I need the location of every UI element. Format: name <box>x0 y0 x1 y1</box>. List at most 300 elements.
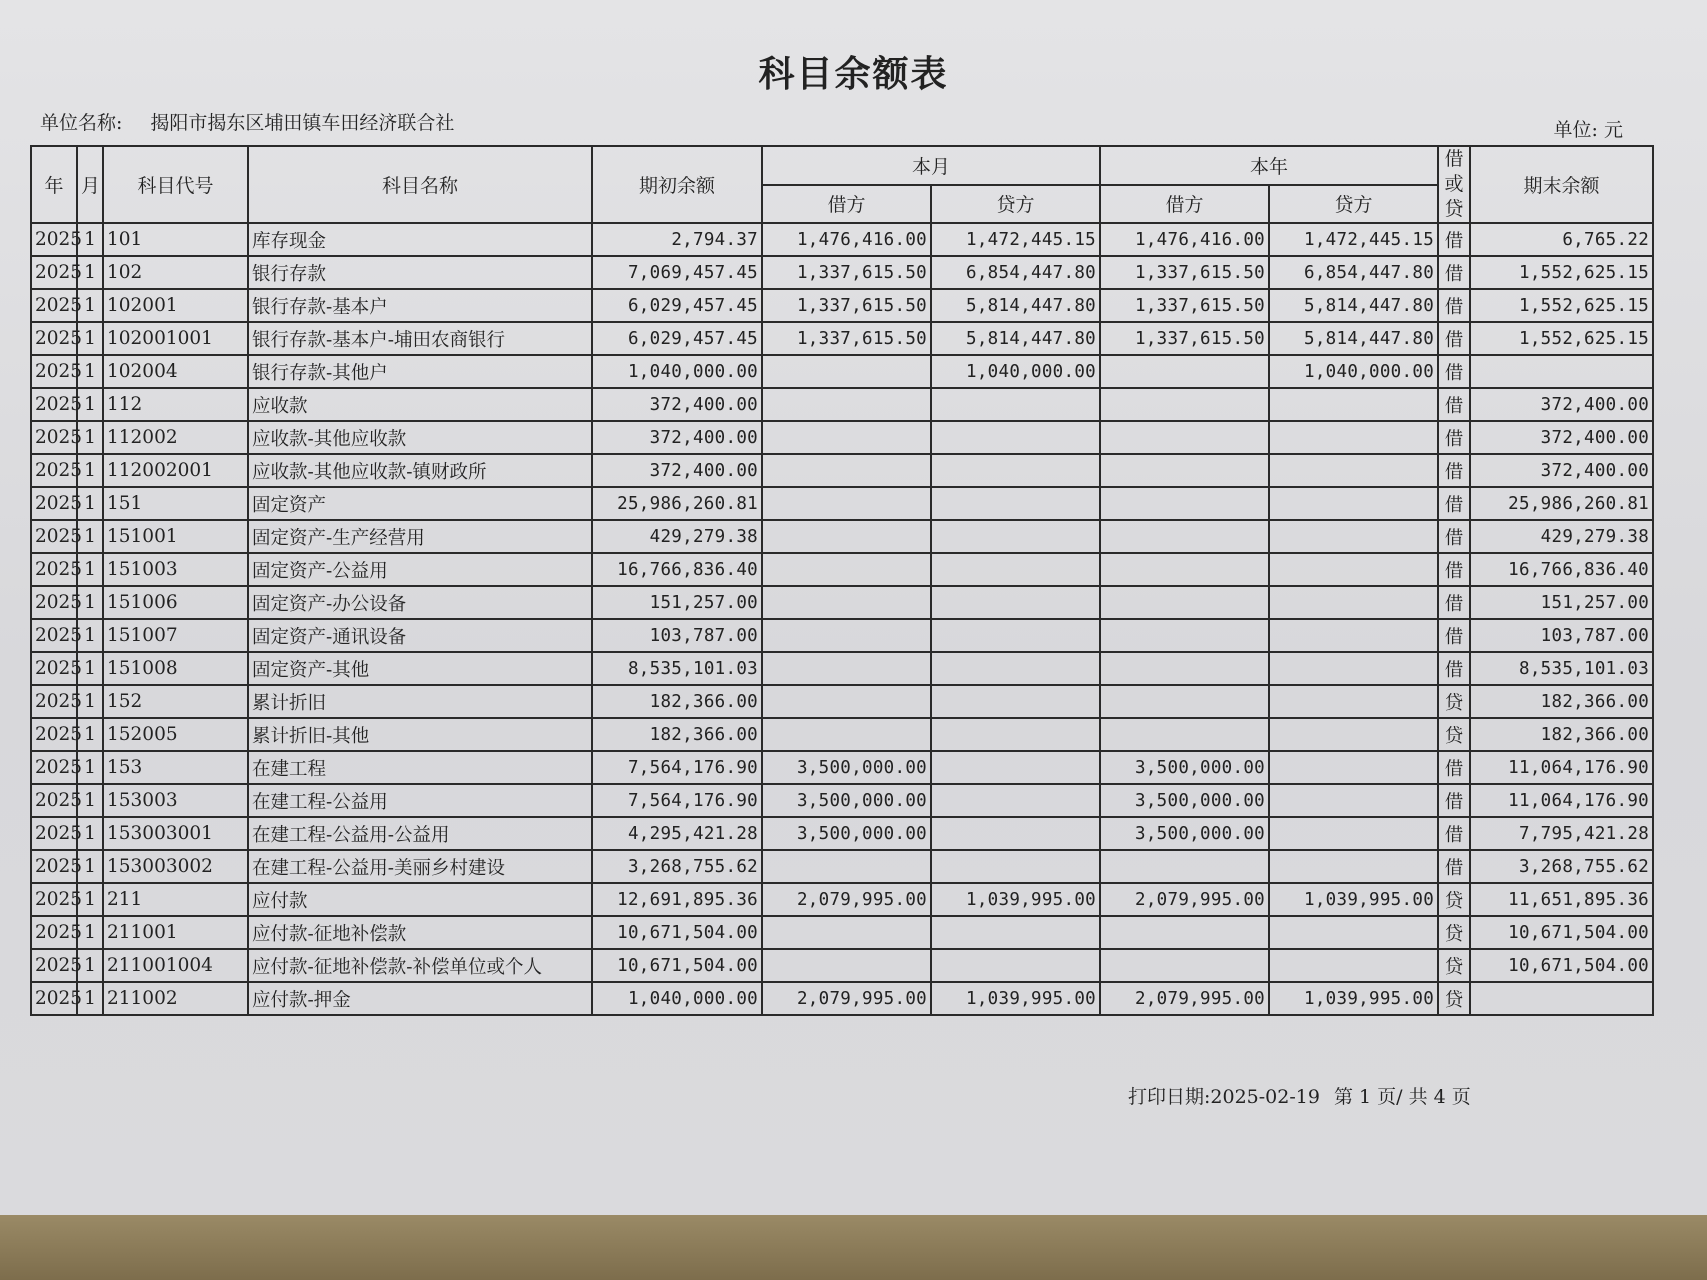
cell-opening-balance: 429,279.38 <box>592 520 762 553</box>
cell-account-code: 112002001 <box>103 454 248 487</box>
header-year-debit: 借方 <box>1100 185 1269 224</box>
cell-direction: 借 <box>1438 520 1470 553</box>
cell-closing-balance: 3,268,755.62 <box>1470 850 1653 883</box>
cell-year: 2025 <box>31 619 77 652</box>
cell-month-debit: 2,079,995.00 <box>762 883 931 916</box>
cell-year-debit <box>1100 454 1269 487</box>
table-row <box>31 784 1653 817</box>
header-closing-balance: 期末余额 <box>1470 146 1653 223</box>
cell-opening-balance: 7,564,176.90 <box>592 751 762 784</box>
header-direction <box>1438 146 1470 223</box>
cell-account-code: 112002 <box>103 421 248 454</box>
desk-surface <box>0 1215 1707 1280</box>
cell-year-debit: 3,500,000.00 <box>1100 784 1269 817</box>
cell-opening-balance: 4,295,421.28 <box>592 817 762 850</box>
cell-account-name: 应收款-其他应收款-镇财政所 <box>248 454 592 487</box>
cell-closing-balance: 372,400.00 <box>1470 454 1653 487</box>
cell-account-name: 应付款 <box>248 883 592 916</box>
header-month-debit: 借方 <box>762 185 931 224</box>
organization-line <box>40 108 454 135</box>
cell-opening-balance: 25,986,260.81 <box>592 487 762 520</box>
cell-year: 2025 <box>31 289 77 322</box>
cell-year-debit: 1,337,615.50 <box>1100 256 1269 289</box>
header-year-credit: 贷方 <box>1269 185 1438 224</box>
cell-month-debit: 3,500,000.00 <box>762 751 931 784</box>
cell-year-debit <box>1100 850 1269 883</box>
cell-year: 2025 <box>31 718 77 751</box>
cell-month-credit <box>931 751 1100 784</box>
cell-account-code: 102001 <box>103 289 248 322</box>
cell-month-debit <box>762 949 931 982</box>
cell-year: 2025 <box>31 883 77 916</box>
cell-month: 1 <box>77 883 103 916</box>
cell-year-debit <box>1100 355 1269 388</box>
cell-year-credit <box>1269 949 1438 982</box>
table-row <box>31 487 1653 520</box>
table-row <box>31 421 1653 454</box>
cell-month-debit <box>762 520 931 553</box>
cell-year-debit <box>1100 685 1269 718</box>
cell-account-code: 151008 <box>103 652 248 685</box>
cell-account-code: 151007 <box>103 619 248 652</box>
cell-month-credit <box>931 685 1100 718</box>
cell-account-code: 211001004 <box>103 949 248 982</box>
cell-year-credit <box>1269 850 1438 883</box>
table-row <box>31 817 1653 850</box>
cell-account-name: 累计折旧-其他 <box>248 718 592 751</box>
cell-month-debit: 3,500,000.00 <box>762 817 931 850</box>
cell-direction: 借 <box>1438 586 1470 619</box>
cell-month: 1 <box>77 454 103 487</box>
cell-month: 1 <box>77 421 103 454</box>
report-title: 科目余额表 <box>758 54 949 95</box>
cell-month: 1 <box>77 223 103 256</box>
cell-opening-balance: 6,029,457.45 <box>592 289 762 322</box>
cell-account-code: 102004 <box>103 355 248 388</box>
cell-account-code: 211001 <box>103 916 248 949</box>
cell-year-credit: 5,814,447.80 <box>1269 289 1438 322</box>
cell-month-credit <box>931 718 1100 751</box>
cell-month: 1 <box>77 586 103 619</box>
cell-year: 2025 <box>31 553 77 586</box>
table-row <box>31 751 1653 784</box>
cell-opening-balance: 1,040,000.00 <box>592 982 762 1015</box>
cell-direction: 借 <box>1438 784 1470 817</box>
cell-direction: 借 <box>1438 751 1470 784</box>
cell-opening-balance: 7,564,176.90 <box>592 784 762 817</box>
cell-year-credit <box>1269 817 1438 850</box>
cell-closing-balance: 429,279.38 <box>1470 520 1653 553</box>
cell-month: 1 <box>77 553 103 586</box>
cell-year: 2025 <box>31 850 77 883</box>
header-this-year: 本年 <box>1100 146 1438 185</box>
cell-opening-balance: 151,257.00 <box>592 586 762 619</box>
cell-direction: 贷 <box>1438 883 1470 916</box>
table-row <box>31 883 1653 916</box>
cell-account-name: 在建工程-公益用-公益用 <box>248 817 592 850</box>
header-opening-balance: 期初余额 <box>592 146 762 223</box>
cell-month: 1 <box>77 784 103 817</box>
cell-month: 1 <box>77 487 103 520</box>
cell-year-debit <box>1100 949 1269 982</box>
cell-opening-balance: 7,069,457.45 <box>592 256 762 289</box>
cell-month-credit <box>931 652 1100 685</box>
cell-account-name: 在建工程-公益用-美丽乡村建设 <box>248 850 592 883</box>
cell-month-debit <box>762 718 931 751</box>
cell-year-credit <box>1269 619 1438 652</box>
table-row <box>31 388 1653 421</box>
cell-account-code: 101 <box>103 223 248 256</box>
cell-month-credit <box>931 487 1100 520</box>
cell-year-debit: 1,337,615.50 <box>1100 289 1269 322</box>
cell-closing-balance: 6,765.22 <box>1470 223 1653 256</box>
header-direction-line-3: 贷 <box>1444 198 1464 220</box>
cell-month: 1 <box>77 982 103 1015</box>
cell-month: 1 <box>77 817 103 850</box>
cell-year-debit <box>1100 553 1269 586</box>
cell-closing-balance: 11,651,895.36 <box>1470 883 1653 916</box>
cell-closing-balance: 7,795,421.28 <box>1470 817 1653 850</box>
cell-opening-balance: 182,366.00 <box>592 718 762 751</box>
cell-year-debit <box>1100 388 1269 421</box>
table-row <box>31 553 1653 586</box>
cell-month-credit: 5,814,447.80 <box>931 322 1100 355</box>
cell-month-credit <box>931 421 1100 454</box>
cell-year: 2025 <box>31 685 77 718</box>
cell-closing-balance: 8,535,101.03 <box>1470 652 1653 685</box>
cell-month-credit: 6,854,447.80 <box>931 256 1100 289</box>
cell-month-debit <box>762 454 931 487</box>
cell-month-debit: 1,476,416.00 <box>762 223 931 256</box>
header-this-month: 本月 <box>762 146 1100 185</box>
cell-month-debit <box>762 553 931 586</box>
cell-opening-balance: 372,400.00 <box>592 454 762 487</box>
cell-direction: 贷 <box>1438 685 1470 718</box>
table-row <box>31 850 1653 883</box>
cell-account-code: 153003002 <box>103 850 248 883</box>
cell-account-code: 211 <box>103 883 248 916</box>
cell-year-credit <box>1269 553 1438 586</box>
cell-opening-balance: 10,671,504.00 <box>592 949 762 982</box>
cell-closing-balance: 10,671,504.00 <box>1470 916 1653 949</box>
cell-direction: 借 <box>1438 223 1470 256</box>
cell-closing-balance: 16,766,836.40 <box>1470 553 1653 586</box>
cell-year-debit <box>1100 652 1269 685</box>
cell-year-debit <box>1100 586 1269 619</box>
cell-month-debit <box>762 355 931 388</box>
cell-month: 1 <box>77 916 103 949</box>
cell-account-code: 211002 <box>103 982 248 1015</box>
cell-month-credit <box>931 817 1100 850</box>
cell-month: 1 <box>77 949 103 982</box>
cell-month-credit <box>931 553 1100 586</box>
cell-month-debit <box>762 916 931 949</box>
cell-account-name: 固定资产-其他 <box>248 652 592 685</box>
cell-year-credit: 5,814,447.80 <box>1269 322 1438 355</box>
header-month: 月 <box>77 146 103 223</box>
cell-account-name: 应收款-其他应收款 <box>248 421 592 454</box>
cell-year-credit <box>1269 652 1438 685</box>
cell-year: 2025 <box>31 586 77 619</box>
cell-direction: 借 <box>1438 256 1470 289</box>
cell-month: 1 <box>77 685 103 718</box>
cell-account-name: 应收款 <box>248 388 592 421</box>
cell-account-name: 固定资产-生产经营用 <box>248 520 592 553</box>
cell-month-debit <box>762 619 931 652</box>
cell-year-debit: 3,500,000.00 <box>1100 817 1269 850</box>
cell-opening-balance: 3,268,755.62 <box>592 850 762 883</box>
cell-opening-balance: 182,366.00 <box>592 685 762 718</box>
cell-month: 1 <box>77 520 103 553</box>
cell-year-debit: 2,079,995.00 <box>1100 982 1269 1015</box>
cell-direction: 贷 <box>1438 718 1470 751</box>
page-footer <box>1128 1082 1479 1109</box>
table-row <box>31 454 1653 487</box>
cell-closing-balance: 1,552,625.15 <box>1470 322 1653 355</box>
header-direction-line-1: 借 <box>1444 148 1464 170</box>
cell-year-credit <box>1269 685 1438 718</box>
cell-closing-balance <box>1470 355 1653 388</box>
cell-account-name: 累计折旧 <box>248 685 592 718</box>
cell-account-code: 102 <box>103 256 248 289</box>
cell-year: 2025 <box>31 454 77 487</box>
cell-month: 1 <box>77 355 103 388</box>
table-row <box>31 982 1653 1015</box>
cell-month-credit <box>931 916 1100 949</box>
cell-account-name: 库存现金 <box>248 223 592 256</box>
cell-year: 2025 <box>31 652 77 685</box>
header-account-code: 科目代号 <box>103 146 248 223</box>
header-month-credit: 贷方 <box>931 185 1100 224</box>
cell-account-code: 153 <box>103 751 248 784</box>
cell-month-debit: 2,079,995.00 <box>762 982 931 1015</box>
cell-direction: 借 <box>1438 487 1470 520</box>
cell-account-code: 102001001 <box>103 322 248 355</box>
cell-direction: 借 <box>1438 817 1470 850</box>
cell-month-credit <box>931 619 1100 652</box>
cell-year: 2025 <box>31 256 77 289</box>
cell-direction: 贷 <box>1438 949 1470 982</box>
table-row <box>31 685 1653 718</box>
cell-month: 1 <box>77 619 103 652</box>
cell-closing-balance: 372,400.00 <box>1470 421 1653 454</box>
cell-month-credit: 1,039,995.00 <box>931 982 1100 1015</box>
cell-year: 2025 <box>31 916 77 949</box>
cell-year: 2025 <box>31 751 77 784</box>
cell-month: 1 <box>77 322 103 355</box>
cell-account-code: 153003001 <box>103 817 248 850</box>
cell-closing-balance: 1,552,625.15 <box>1470 256 1653 289</box>
cell-month-credit <box>931 586 1100 619</box>
cell-opening-balance: 2,794.37 <box>592 223 762 256</box>
header-year: 年 <box>31 146 77 223</box>
cell-closing-balance: 25,986,260.81 <box>1470 487 1653 520</box>
cell-month-credit: 1,039,995.00 <box>931 883 1100 916</box>
cell-year: 2025 <box>31 487 77 520</box>
table-row <box>31 322 1653 355</box>
cell-direction: 借 <box>1438 850 1470 883</box>
cell-closing-balance: 372,400.00 <box>1470 388 1653 421</box>
cell-year-debit <box>1100 916 1269 949</box>
cell-year-credit <box>1269 586 1438 619</box>
cell-account-name: 银行存款-其他户 <box>248 355 592 388</box>
cell-year-debit <box>1100 421 1269 454</box>
cell-account-name: 固定资产-办公设备 <box>248 586 592 619</box>
table-row <box>31 355 1653 388</box>
cell-direction: 借 <box>1438 322 1470 355</box>
table-row <box>31 223 1653 256</box>
cell-month-credit <box>931 454 1100 487</box>
cell-account-name: 固定资产 <box>248 487 592 520</box>
cell-year-debit: 1,476,416.00 <box>1100 223 1269 256</box>
cell-year: 2025 <box>31 355 77 388</box>
cell-month: 1 <box>77 256 103 289</box>
cell-account-name: 在建工程 <box>248 751 592 784</box>
cell-account-name: 固定资产-通讯设备 <box>248 619 592 652</box>
header-account-name: 科目名称 <box>248 146 592 223</box>
cell-direction: 借 <box>1438 619 1470 652</box>
cell-direction: 借 <box>1438 289 1470 322</box>
cell-account-name: 应付款-押金 <box>248 982 592 1015</box>
cell-account-code: 153003 <box>103 784 248 817</box>
cell-direction: 借 <box>1438 421 1470 454</box>
cell-closing-balance: 182,366.00 <box>1470 718 1653 751</box>
cell-opening-balance: 8,535,101.03 <box>592 652 762 685</box>
cell-month-credit <box>931 850 1100 883</box>
cell-month-debit: 1,337,615.50 <box>762 322 931 355</box>
cell-closing-balance: 182,366.00 <box>1470 685 1653 718</box>
page-number: 第 1 页/ 共 4 页 <box>1334 1086 1471 1108</box>
cell-closing-balance: 10,671,504.00 <box>1470 949 1653 982</box>
cell-month-debit: 1,337,615.50 <box>762 256 931 289</box>
cell-year-credit <box>1269 784 1438 817</box>
cell-year-credit <box>1269 916 1438 949</box>
cell-month-debit <box>762 388 931 421</box>
cell-year: 2025 <box>31 520 77 553</box>
table-row <box>31 652 1653 685</box>
cell-direction: 借 <box>1438 553 1470 586</box>
cell-opening-balance: 6,029,457.45 <box>592 322 762 355</box>
cell-month-credit <box>931 388 1100 421</box>
cell-year-credit: 1,039,995.00 <box>1269 982 1438 1015</box>
cell-month: 1 <box>77 652 103 685</box>
cell-opening-balance: 103,787.00 <box>592 619 762 652</box>
cell-year-credit: 6,854,447.80 <box>1269 256 1438 289</box>
table-header <box>31 146 1653 223</box>
cell-closing-balance: 151,257.00 <box>1470 586 1653 619</box>
table-row <box>31 256 1653 289</box>
cell-month-credit: 1,040,000.00 <box>931 355 1100 388</box>
cell-month-debit <box>762 685 931 718</box>
cell-month-debit: 1,337,615.50 <box>762 289 931 322</box>
cell-month: 1 <box>77 388 103 421</box>
cell-opening-balance: 10,671,504.00 <box>592 916 762 949</box>
table-row <box>31 718 1653 751</box>
cell-year-credit <box>1269 487 1438 520</box>
cell-closing-balance <box>1470 982 1653 1015</box>
cell-account-code: 152 <box>103 685 248 718</box>
cell-month: 1 <box>77 718 103 751</box>
cell-year: 2025 <box>31 784 77 817</box>
cell-year-debit: 3,500,000.00 <box>1100 751 1269 784</box>
cell-account-name: 银行存款 <box>248 256 592 289</box>
cell-year: 2025 <box>31 982 77 1015</box>
cell-account-name: 银行存款-基本户 <box>248 289 592 322</box>
cell-closing-balance: 1,552,625.15 <box>1470 289 1653 322</box>
cell-year-credit: 1,472,445.15 <box>1269 223 1438 256</box>
cell-month-debit <box>762 421 931 454</box>
cell-year-debit <box>1100 520 1269 553</box>
cell-account-code: 151001 <box>103 520 248 553</box>
cell-year: 2025 <box>31 223 77 256</box>
cell-direction: 借 <box>1438 652 1470 685</box>
cell-year-credit: 1,039,995.00 <box>1269 883 1438 916</box>
cell-closing-balance: 11,064,176.90 <box>1470 751 1653 784</box>
cell-year: 2025 <box>31 388 77 421</box>
cell-year: 2025 <box>31 322 77 355</box>
cell-closing-balance: 11,064,176.90 <box>1470 784 1653 817</box>
cell-month-debit <box>762 652 931 685</box>
cell-year: 2025 <box>31 817 77 850</box>
cell-year: 2025 <box>31 949 77 982</box>
cell-month: 1 <box>77 751 103 784</box>
cell-opening-balance: 12,691,895.36 <box>592 883 762 916</box>
organization-label: 单位名称: <box>40 112 123 134</box>
table-body <box>31 223 1653 1015</box>
cell-account-name: 应付款-征地补偿款-补偿单位或个人 <box>248 949 592 982</box>
cell-year-credit <box>1269 454 1438 487</box>
cell-year-debit: 1,337,615.50 <box>1100 322 1269 355</box>
cell-direction: 贷 <box>1438 982 1470 1015</box>
balance-table <box>30 145 1654 1016</box>
cell-account-code: 112 <box>103 388 248 421</box>
cell-month-debit <box>762 487 931 520</box>
cell-opening-balance: 16,766,836.40 <box>592 553 762 586</box>
table-row <box>31 520 1653 553</box>
cell-account-code: 151006 <box>103 586 248 619</box>
cell-year-debit: 2,079,995.00 <box>1100 883 1269 916</box>
cell-month-credit <box>931 949 1100 982</box>
cell-direction: 借 <box>1438 454 1470 487</box>
cell-month-credit <box>931 784 1100 817</box>
cell-account-name: 在建工程-公益用 <box>248 784 592 817</box>
cell-year: 2025 <box>31 421 77 454</box>
organization-name: 揭阳市揭东区埔田镇车田经济联合社 <box>150 112 455 134</box>
cell-year-credit <box>1269 751 1438 784</box>
cell-account-code: 151003 <box>103 553 248 586</box>
cell-opening-balance: 372,400.00 <box>592 421 762 454</box>
cell-account-name: 银行存款-基本户-埔田农商银行 <box>248 322 592 355</box>
currency-unit: 单位: 元 <box>1553 119 1623 141</box>
cell-year-credit: 1,040,000.00 <box>1269 355 1438 388</box>
cell-year-debit <box>1100 619 1269 652</box>
cell-month-credit: 1,472,445.15 <box>931 223 1100 256</box>
print-date: 打印日期:2025-02-19 <box>1128 1086 1320 1108</box>
cell-month-debit <box>762 850 931 883</box>
cell-account-code: 151 <box>103 487 248 520</box>
cell-direction: 借 <box>1438 388 1470 421</box>
cell-account-name: 应付款-征地补偿款 <box>248 916 592 949</box>
cell-year-debit <box>1100 487 1269 520</box>
cell-closing-balance: 103,787.00 <box>1470 619 1653 652</box>
cell-direction: 贷 <box>1438 916 1470 949</box>
cell-opening-balance: 372,400.00 <box>592 388 762 421</box>
cell-year-debit <box>1100 718 1269 751</box>
cell-month: 1 <box>77 289 103 322</box>
cell-month-debit: 3,500,000.00 <box>762 784 931 817</box>
cell-month: 1 <box>77 850 103 883</box>
table-row <box>31 619 1653 652</box>
